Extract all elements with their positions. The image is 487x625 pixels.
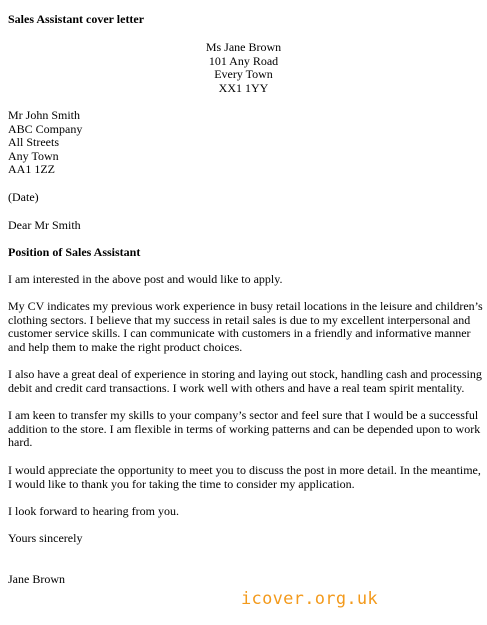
sender-address-line-1: 101 Any Road <box>208 53 279 68</box>
paragraph-2 <box>8 299 483 354</box>
recipient-company: ABC Company <box>8 121 83 136</box>
paragraph-4 <box>8 409 480 450</box>
subject-line: Position of Sales Assistant <box>8 245 141 259</box>
sender-address <box>0 41 487 95</box>
paragraph-line: customer service skills. I can communicate with customers in a friendly and informative manner <box>8 326 471 341</box>
paragraph-line: and help them to make the right product choices. <box>8 339 243 354</box>
paragraph-line: I look forward to hearing from you. <box>8 504 179 518</box>
paragraph-line: addition to the store. I am flexible in terms of working patterns and can be depended upon to work <box>8 421 481 436</box>
recipient-name: Mr John Smith <box>8 108 81 122</box>
paragraph-line: My CV indicates my previous work experience in busy retail locations in the leisure and children’s <box>8 299 483 313</box>
salutation: Dear Mr Smith <box>8 218 81 232</box>
paragraph-3 <box>8 368 480 395</box>
paragraph-line: I would like to thank you for taking the time to consider my application. <box>8 476 355 491</box>
sender-address-line-2: Every Town <box>214 67 273 82</box>
paragraph-line: I am interested in the above post and would like to apply. <box>8 272 283 286</box>
paragraph-5 <box>8 464 480 491</box>
recipient-town: Any Town <box>8 148 59 163</box>
signature-name: Jane Brown <box>8 572 65 586</box>
paragraph-line: debit and credit card transactions. I work well with others and have a real team spirit mentality. <box>8 380 465 395</box>
paragraph-line: hard. <box>8 435 33 450</box>
closing: Yours sincerely <box>8 531 83 545</box>
paragraph-line: I am keen to transfer my skills to your company’s sector and feel sure that I would be a successful <box>8 408 479 422</box>
paragraph-line: I would appreciate the opportunity to meet you to discuss the post in more detail. In the meantime, <box>8 463 481 477</box>
paragraph-line: I also have a great deal of experience in storing and laying out stock, handling cash and processing <box>8 367 482 381</box>
paragraph-1 <box>8 273 480 287</box>
recipient-address <box>8 109 480 177</box>
recipient-postcode: AA1 1ZZ <box>8 162 55 177</box>
paragraph-line: clothing sectors. I believe that my success in retail sales is due to my excellent interpersonal and <box>8 312 471 327</box>
sender-postcode: XX1 1YY <box>218 80 269 95</box>
letter-heading: Sales Assistant cover letter <box>8 12 145 26</box>
recipient-street: All Streets <box>8 135 59 150</box>
sender-name: Ms Jane Brown <box>205 40 282 54</box>
letter-date: (Date) <box>8 190 39 204</box>
paragraph-6 <box>8 505 480 519</box>
site-watermark: icover.org.uk <box>241 589 378 609</box>
